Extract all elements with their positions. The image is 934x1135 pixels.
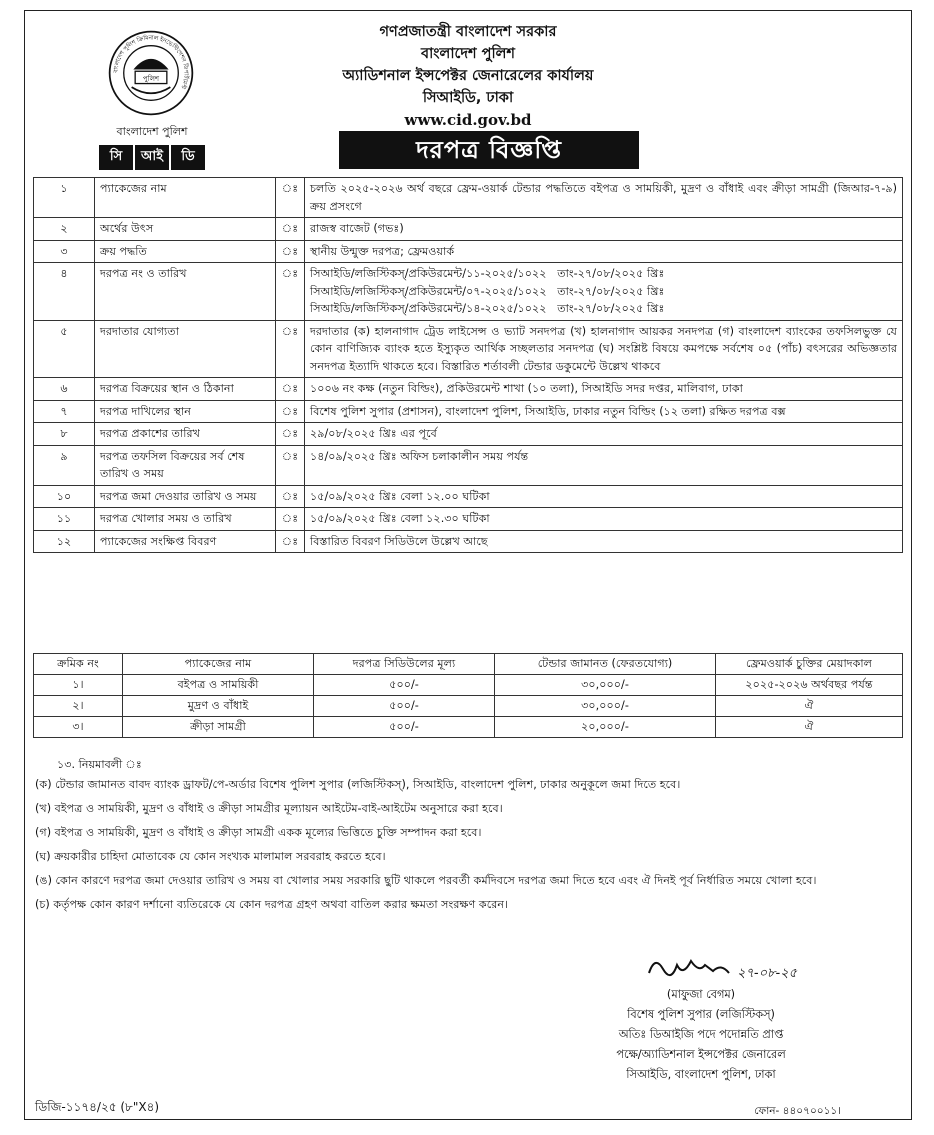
info-serial: ৯ [34, 445, 95, 485]
cid-letter: সি [99, 145, 133, 170]
info-value: দরদাতার (ক) হালনাগাদ ট্রেড লাইসেন্স ও ভ্যাট সনদপত্র (খ) হালনাগাদ আয়কর সনদপত্র (গ) বাংলাদেশ ব্যাংকের তফসিলভুক্ত যে কোন বাণিজ্যিক ব্যাংক হতে ইস্যুকৃত আর্থিক সচ্ছলতার সনদপত্র (ঘ) সংশ্লিষ্ট বিষয়ে কমপক্ষে সর্বশেষ ০৫ (পাঁচ) বৎসরের অভিজ্ঞতার সনদপত্র ইত্যাদি থাকতে হবে। বিস্তারিত শর্তাবলী টেন্ডার ডকুমেন্টে উল্লেখ থাকবে [305, 320, 903, 378]
info-serial: ১২ [34, 530, 95, 553]
header-text [25, 21, 911, 131]
pkg-security: ৩০,০০০/- [495, 675, 716, 696]
info-value: বিস্তারিত বিবরণ সিডিউলে উল্লেখ আছে [305, 530, 903, 553]
info-row [34, 423, 903, 446]
info-colon: ঃ [276, 423, 305, 446]
tender-info-table [33, 177, 903, 553]
info-serial: ৭ [34, 400, 95, 423]
cid-letter: ডি [171, 145, 205, 170]
rule-item: (ক) টেন্ডার জামানত বাবদ ব্যাংক ড্রাফট/পে-অর্ডার বিশেষ পুলিশ সুপার (লজিস্টিকস্), সিআইডি, বাংলাদেশ পুলিশ, ঢাকার অনুকূলে জমা দিতে হবে। [35, 778, 681, 791]
info-label: দরপত্র নং ও তারিখ [95, 263, 276, 321]
info-colon: ঃ [276, 445, 305, 485]
pkg-header-price: দরপত্র সিডিউলের মূল্য [314, 654, 495, 675]
city-title: সিআইডি, ঢাকা [422, 90, 514, 106]
info-colon: ঃ [276, 178, 305, 218]
info-label: অর্থের উৎস [95, 218, 276, 241]
info-label: দরপত্র জমা দেওয়ার তারিখ ও সময় [95, 485, 276, 508]
info-label: প্যাকেজের নাম [95, 178, 276, 218]
info-value: ২৯/০৮/২০২৫ খ্রিঃ এর পূর্বে [305, 423, 903, 446]
pkg-price: ৫০০/- [314, 675, 495, 696]
signature-date: ২৭-০৮-২৫ [737, 966, 798, 981]
cid-letter-boxes [97, 145, 207, 170]
pkg-serial: ৩। [34, 717, 123, 738]
tender-notice-banner: দরপত্র বিজ্ঞপ্তি [339, 131, 639, 169]
info-serial: ৩ [34, 240, 95, 263]
signature-block [551, 951, 851, 1085]
logo-label: বাংলাদেশ পুলিশ [116, 125, 188, 138]
info-label: দরপত্র খোলার সময় ও তারিখ [95, 508, 276, 531]
tender-number-line: সিআইডি/লজিস্টিকস্/প্রকিউরমেন্ট/১৪-২০২৫/১০২২ তাং-২৭/০৮/২০২৫ খ্রিঃ [310, 302, 665, 315]
rules-title: ১৩. নিয়মাবলী ঃ [57, 758, 142, 771]
info-row [34, 263, 903, 321]
info-serial: ১১ [34, 508, 95, 531]
info-colon: ঃ [276, 485, 305, 508]
info-label: ক্রয় পদ্ধতি [95, 240, 276, 263]
signatory-title-3: পক্ষে/অ্যাডিশনাল ইন্সপেক্টর জেনারেল [616, 1048, 786, 1061]
footer-code: ডিজি-১১৭৪/২৫ (৮"X৪) [35, 1100, 160, 1114]
info-row [34, 218, 903, 241]
handwritten-signature-icon [641, 951, 811, 985]
pkg-duration: ঐ [716, 696, 903, 717]
phone-number: ফোন- ৪৪০৭০০১১। [754, 1105, 841, 1117]
info-value: রাজস্ব বাজেট (গভঃ) [305, 218, 903, 241]
info-colon: ঃ [276, 218, 305, 241]
pkg-header-name: প্যাকেজের নাম [123, 654, 314, 675]
pkg-header-serial: ক্রমিক নং [34, 654, 123, 675]
info-serial: ৬ [34, 378, 95, 401]
govt-title: গণপ্রজাতন্ত্রী বাংলাদেশ সরকার [379, 24, 557, 40]
table-row [34, 696, 903, 717]
info-serial: ১ [34, 178, 95, 218]
package-table [33, 653, 903, 738]
info-label: দরপত্র প্রকাশের তারিখ [95, 423, 276, 446]
info-label: দরপত্র তফসিল বিক্রয়ের সর্ব শেষ তারিখ ও সময় [95, 445, 276, 485]
info-value: ১৫/০৯/২০২৫ খ্রিঃ বেলা ১২.০০ ঘটিকা [305, 485, 903, 508]
website-url: www.cid.gov.bd [404, 111, 532, 129]
pkg-serial: ১। [34, 675, 123, 696]
info-serial: ২ [34, 218, 95, 241]
rule-item: (ঙ) কোন কারণে দরপত্র জমা দেওয়ার তারিখ ও সময় বা খোলার সময় সরকারি ছুটি থাকলে পরবর্তী কর্মদিবসে দরপত্র জমা দিতে হবে এবং ঐ দিনই পূর্ব নির্ধারিত সময়ে খোলা হবে। [35, 874, 817, 887]
info-colon: ঃ [276, 508, 305, 531]
pkg-name: ক্রীড়া সামগ্রী [123, 717, 314, 738]
pkg-security: ৩০,০০০/- [495, 696, 716, 717]
seal-ring-text: বাংলাদেশ পুলিশ ক্রিমিনাল ইনভেস্টিগেশন ডিপার্টমেন্ট [113, 35, 189, 90]
info-value: ১৪/০৯/২০২৫ খ্রিঃ অফিস চলাকালীন সময় পর্যন্ত [305, 445, 903, 485]
info-colon: ঃ [276, 320, 305, 378]
info-row [34, 240, 903, 263]
pkg-name: মুদ্রণ ও বাঁধাই [123, 696, 314, 717]
rule-item: (খ) বইপত্র ও সাময়িকী, মুদ্রণ ও বাঁধাই ও ক্রীড়া সামগ্রীর মূল্যায়ন আইটেম-বাই-আইটেম অনুসারে করা হবে। [35, 802, 503, 815]
info-serial: ১০ [34, 485, 95, 508]
info-row [34, 400, 903, 423]
info-colon: ঃ [276, 263, 305, 321]
tender-notice-page [24, 10, 912, 1120]
cid-letter: আই [135, 145, 169, 170]
signatory-office: সিআইডি, বাংলাদেশ পুলিশ, ঢাকা [626, 1068, 776, 1081]
info-value: ১০০৬ নং কক্ষ (নতুন বিল্ডিং), প্রকিউরমেন্ট শাখা (১০ তলা), সিআইডি সদর দপ্তর, মালিবাগ, ঢাকা [305, 378, 903, 401]
tender-number-line: সিআইডি/লজিস্টিকস্/প্রকিউরমেন্ট/০৭-২০২৫/১০২২ তাং-২৭/০৮/২০২৫ খ্রিঃ [310, 284, 665, 298]
pkg-header-security: টেন্ডার জামানত (ফেরতযোগ্য) [495, 654, 716, 675]
rule-item: (চ) কর্তৃপক্ষ কোন কারণ দর্শানো ব্যতিরেকে যে কোন দরপত্র গ্রহণ অথবা বাতিল করার ক্ষমতা সংরক্ষণ করেন। [35, 898, 509, 911]
header [25, 11, 911, 169]
info-value: স্থানীয় উন্মুক্ত দরপত্র; ফ্রেমওয়ার্ক [305, 240, 903, 263]
info-serial: ৫ [34, 320, 95, 378]
pkg-price: ৫০০/- [314, 717, 495, 738]
rule-item: (গ) বইপত্র ও সাময়িকী, মুদ্রণ ও বাঁধাই ও ক্রীড়া সামগ্রী একক মূল্যের ভিত্তিতে চুক্তি সম্পাদন করা হবে। [35, 826, 482, 839]
info-row [34, 508, 903, 531]
info-value: ১৫/০৯/২০২৫ খ্রিঃ বেলা ১২.৩০ ঘটিকা [305, 508, 903, 531]
signatory-title-2: অতিঃ ডিআইজি পদে পদোন্নতি প্রাপ্ত [618, 1028, 784, 1041]
pkg-serial: ২। [34, 696, 123, 717]
pkg-duration: ঐ [716, 717, 903, 738]
info-colon: ঃ [276, 378, 305, 401]
info-row [34, 378, 903, 401]
info-colon: ঃ [276, 240, 305, 263]
info-label: দরপত্র বিক্রয়ের স্থান ও ঠিকানা [95, 378, 276, 401]
info-row [34, 530, 903, 553]
info-value [305, 263, 903, 321]
pkg-price: ৫০০/- [314, 696, 495, 717]
pkg-security: ২০,০০০/- [495, 717, 716, 738]
info-serial: ৪ [34, 263, 95, 321]
office-title: অ্যাডিশনাল ইন্সপেক্টর জেনারেলের কার্যালয় [342, 68, 594, 84]
info-serial: ৮ [34, 423, 95, 446]
info-row [34, 445, 903, 485]
info-row [34, 485, 903, 508]
info-row [34, 178, 903, 218]
pkg-name: বইপত্র ও সাময়িকী [123, 675, 314, 696]
tender-number-line: সিআইডি/লজিস্টিকস্/প্রকিউরমেন্ট/১১-২০২৫/১০২২ তাং-২৭/০৮/২০২৫ খ্রিঃ [310, 267, 665, 280]
police-title: বাংলাদেশ পুলিশ [421, 46, 515, 62]
pkg-duration: ২০২৫-২০২৬ অর্থবছর পর্যন্ত [716, 675, 903, 696]
info-value: চলতি ২০২৫-২০২৬ অর্থ বছরে ফ্রেম-ওয়ার্ক টেন্ডার পদ্ধতিতে বইপত্র ও সাময়িকী, মুদ্রণ ও বাঁধাই এবং ক্রীড়া সামগ্রী (জিআর-৭-৯) ক্রয় প্রসংগে [305, 178, 903, 218]
info-label: দরপত্র দাখিলের স্থান [95, 400, 276, 423]
signatory-name: (মাফুজা বেগম) [666, 988, 736, 1001]
pkg-header-duration: ফ্রেমওয়ার্ক চুক্তির মেয়াদকাল [716, 654, 903, 675]
table-row [34, 675, 903, 696]
info-label: প্যাকেজের সংক্ষিপ্ত বিবরণ [95, 530, 276, 553]
rule-item: (ঘ) ক্রয়কারীর চাহিদা মোতাবেক যে কোন সংখ্যক মালামাল সরবরাহ করতে হবে। [35, 850, 386, 863]
signatory-title: বিশেষ পুলিশ সুপার (লজিস্টিকস্) [627, 1008, 775, 1021]
info-colon: ঃ [276, 400, 305, 423]
table-row [34, 717, 903, 738]
rules-section [35, 756, 901, 920]
info-label: দরদাতার যোগ্যতা [95, 320, 276, 378]
seal-inner-text: পুলিশ [142, 73, 160, 83]
info-value: বিশেষ পুলিশ সুপার (প্রশাসন), বাংলাদেশ পুলিশ, সিআইডি, ঢাকার নতুন বিল্ডিং (১২ তলা) রক্ষিত দরপত্র বক্স [305, 400, 903, 423]
info-colon: ঃ [276, 530, 305, 553]
info-row [34, 320, 903, 378]
